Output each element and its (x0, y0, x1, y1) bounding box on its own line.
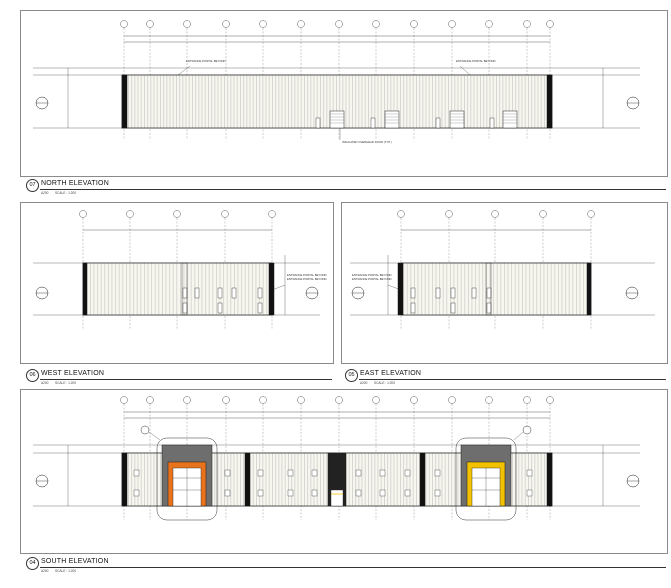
north-elevation-drawing (33, 28, 640, 140)
north-view-scale: SCALE : 1:200 (55, 191, 77, 195)
east-view-title: EAST ELEVATION (360, 370, 422, 377)
north-note-left: ENTRANCE PORTAL BEYOND (186, 59, 226, 63)
east-elevation-drawing (350, 218, 655, 330)
south-elevation-drawing (33, 404, 640, 520)
north-view-ref: A200 (41, 191, 49, 195)
south-title-underline (40, 567, 666, 568)
east-view-scale: SCALE : 1:200 (374, 381, 396, 385)
west-note-1: ENTRANCE PORTAL BEYOND (287, 273, 327, 277)
east-note-1: ENTRANCE PORTAL BEYOND (352, 273, 392, 277)
west-view-title: WEST ELEVATION (41, 370, 105, 377)
south-grid-bubbles (121, 397, 554, 404)
south-view-title: SOUTH ELEVATION (41, 558, 109, 565)
east-title-underline (359, 379, 666, 380)
south-view-ref: A200 (41, 569, 49, 573)
west-elevation-drawing (33, 218, 320, 330)
north-view-title: NORTH ELEVATION (41, 180, 109, 187)
south-view-number: 04 (26, 557, 39, 570)
north-note-door: INSULATED OVERHEAD DOOR (TYP.) (342, 140, 392, 144)
west-grid-bubbles (80, 211, 276, 218)
west-view-number: 06 (26, 369, 39, 382)
north-view-number: 07 (26, 179, 39, 192)
north-title-underline (40, 189, 666, 190)
east-view-number: 05 (345, 369, 358, 382)
east-note-2: ENTRANCE PORTAL BEYOND (352, 277, 392, 281)
south-view-scale: SCALE : 1:200 (55, 569, 77, 573)
north-note-right: ENTRANCE PORTAL BEYOND (456, 59, 496, 63)
west-note-2: ENTRANCE PORTAL BEYOND (287, 277, 327, 281)
east-view-ref: A200 (360, 381, 368, 385)
north-grid-bubbles (121, 21, 554, 28)
west-title-underline (40, 379, 332, 380)
west-view-scale: SCALE : 1:200 (55, 381, 77, 385)
east-grid-bubbles (398, 211, 595, 218)
west-view-ref: A200 (41, 381, 49, 385)
